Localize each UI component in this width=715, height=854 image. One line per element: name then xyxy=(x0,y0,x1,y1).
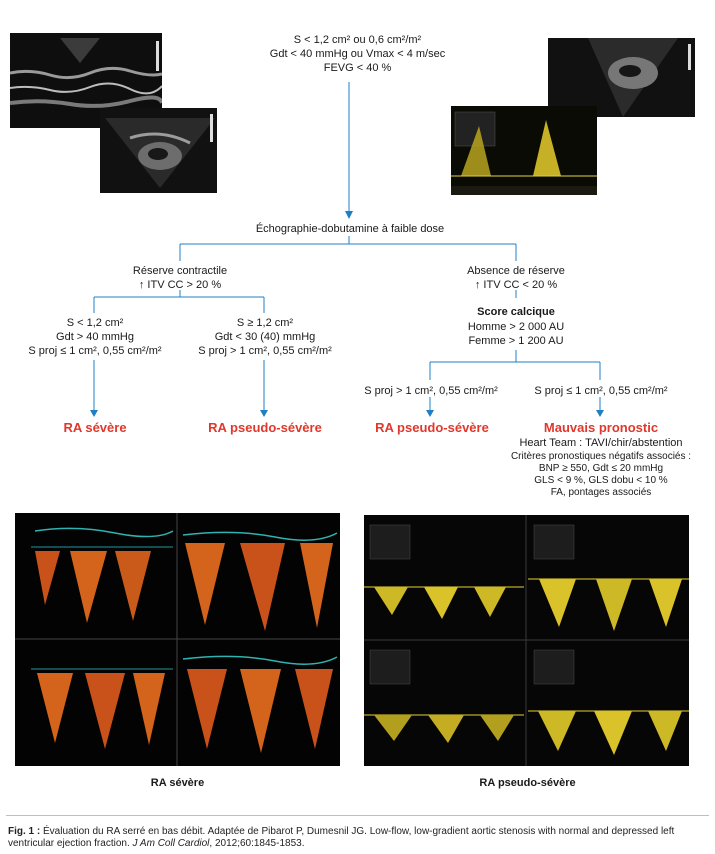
negative-criteria-2: GLS < 9 %, GLS dobu < 10 % xyxy=(534,475,668,486)
result-ra-pseudo-severe-left: RA pseudo-sévère xyxy=(208,420,322,435)
caption-fig-label: Fig. 1 : xyxy=(8,826,41,837)
severe-criteria-1: S < 1,2 cm² xyxy=(66,317,124,329)
severe-criteria-2: Gdt > 40 mmHg xyxy=(56,331,134,343)
echo-parasternal-image xyxy=(100,108,217,193)
criteria-line-2: Gdt < 40 mmHg ou Vmax < 4 m/sec xyxy=(269,48,446,60)
caption-text: Évaluation du RA serré en bas débit. Adaptée de Pibarot P, Dumesnil JG. Low-flow, low-gradient aortic stenosis with normal and depressed left ventricular ejection fraction. xyxy=(8,826,675,849)
heart-team-line: Heart Team : TAVI/chir/abstention xyxy=(519,437,683,449)
pseudo-criteria-3: S proj > 1 cm², 0,55 cm²/m² xyxy=(198,345,332,357)
proj-area-high: S proj > 1 cm², 0,55 cm²/m² xyxy=(364,385,498,397)
calcium-score-women: Femme > 1 200 AU xyxy=(468,335,564,347)
contractile-reserve-title: Réserve contractile xyxy=(132,265,228,277)
result-ra-severe: RA sévère xyxy=(63,420,127,435)
label-ra-severe: RA sévère xyxy=(150,777,205,789)
label-ra-pseudo-severe: RA pseudo-sévère xyxy=(479,777,576,789)
criteria-line-1: S < 1,2 cm² ou 0,6 cm²/m² xyxy=(293,34,422,46)
doppler-pseudo-severe-composite xyxy=(364,515,689,766)
doppler-severe-composite xyxy=(15,513,340,766)
caption-ref: , 2012;60:1845-1853. xyxy=(209,838,305,849)
negative-criteria-1: BNP ≥ 550, Gdt ≤ 20 mmHg xyxy=(538,463,664,474)
calcium-score-title: Score calcique xyxy=(477,306,555,318)
no-reserve-subtitle: ↑ ITV CC < 20 % xyxy=(474,279,558,291)
no-reserve-title: Absence de réserve xyxy=(467,265,565,277)
pseudo-criteria-1: S ≥ 1,2 cm² xyxy=(236,317,294,329)
caption-divider xyxy=(6,815,709,816)
result-ra-pseudo-severe-right: RA pseudo-sévère xyxy=(375,420,489,435)
caption-journal: J Am Coll Cardiol xyxy=(132,838,210,849)
result-poor-prognosis: Mauvais pronostic xyxy=(543,420,659,435)
figure-caption xyxy=(8,826,708,850)
negative-criteria-3: FA, pontages associés xyxy=(550,487,652,498)
negative-criteria-title: Critères pronostiques négatifs associés : xyxy=(510,451,692,462)
severe-criteria-3: S proj ≤ 1 cm², 0,55 cm²/m² xyxy=(28,345,162,357)
pseudo-criteria-2: Gdt < 30 (40) mmHg xyxy=(214,331,316,343)
stress-test-label: Échographie-dobutamine à faible dose xyxy=(255,223,445,235)
proj-area-low: S proj ≤ 1 cm², 0,55 cm²/m² xyxy=(534,385,668,397)
doppler-cw-image xyxy=(451,106,597,195)
contractile-reserve-subtitle: ↑ ITV CC > 20 % xyxy=(138,279,222,291)
calcium-score-men: Homme > 2 000 AU xyxy=(467,321,565,333)
criteria-line-3: FEVG < 40 % xyxy=(323,62,392,74)
